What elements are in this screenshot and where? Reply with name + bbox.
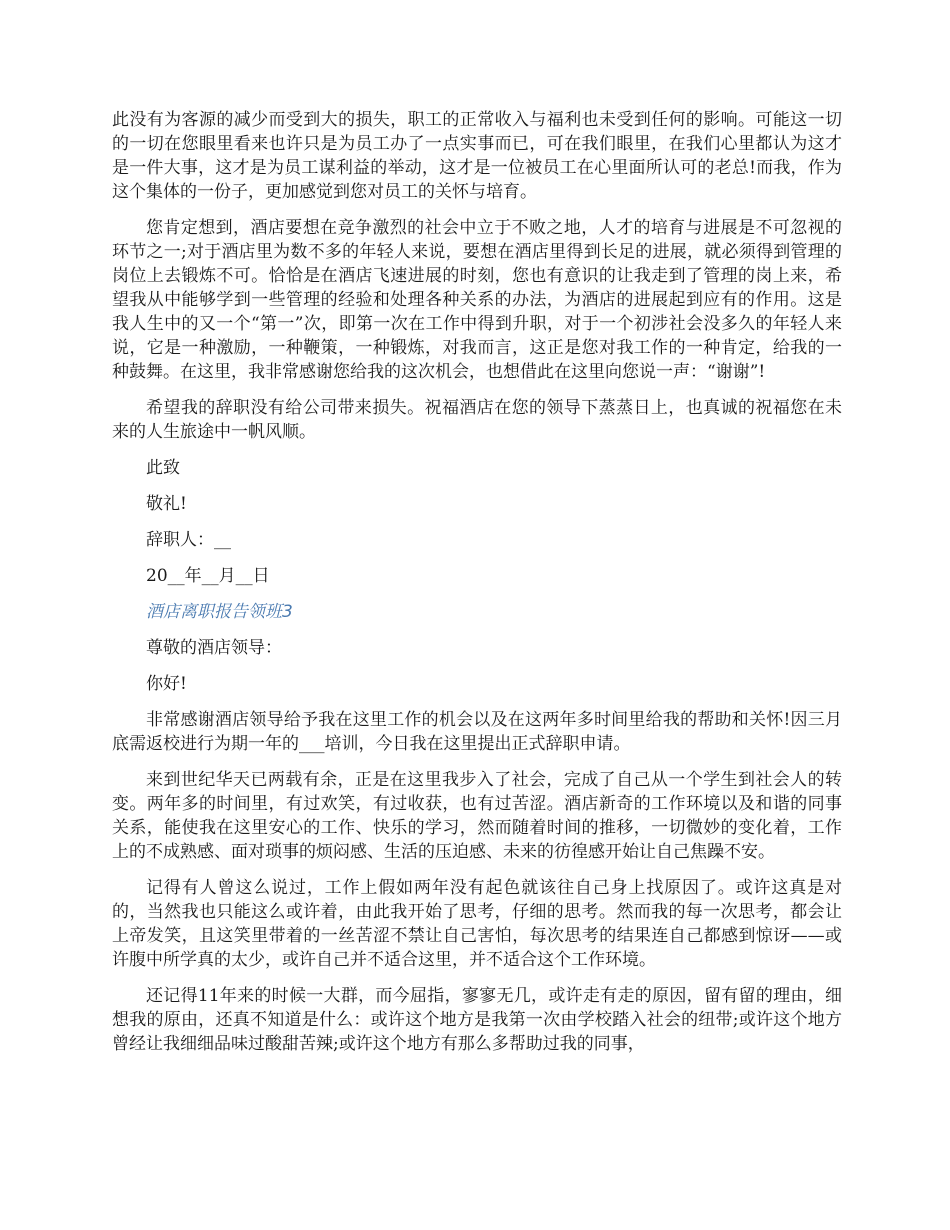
signer-line: 辞职人：__ [146,530,231,550]
body-paragraph: 您肯定想到，酒店要想在竞争激烈的社会中立于不败之地，人才的培育与进展是不可忽视的环节之一;对于酒店里为数不多的年轻人来说，要想在酒店里得到长足的进展，就必须得到管理的岗位上去锻炼不可。恰恰是在酒店飞速进展的时刻，您也有意识的让我走到了管理的岗上来，希望我从中能够学到一些管理的经验和处理各种关系的办法，为酒店的进展起到应有的作用。这是我人生中的又一个“第一”次，即第一次在工作中得到升职，对于一个初涉社会没多久的年轻人来说，它是一种激励，一种鞭策，一种锻炼，对我而言，这正是您对我工作的一种肯定，给我的一种鼓舞。在这里，我非常感谢您给我的这次机会，也想借此在这里向您说一声：“谢谢”! [112,218,842,382]
salutation: 尊敬的酒店领导： [146,638,282,658]
body-paragraph: 来到世纪华天已两载有余，正是在这里我步入了社会，完成了自己从一个学生到社会人的转变。两年多的时间里，有过欢笑，有过收获，也有过苦涩。酒店新奇的工作环境以及和谐的同事关系，能使我在这里安心的工作、快乐的学习，然而随着时间的推移，一切微妙的变化着，工作上的不成熟感、面对琐事的烦闷感、生活的压迫感、未来的彷徨感开始让自己焦躁不安。 [112,770,842,862]
body-paragraph: 非常感谢酒店领导给予我在这里工作的机会以及在这两年多时间里给我的帮助和关怀!因三月底需返校进行为期一年的___培训，今日我在这里提出正式辞职申请。 [112,710,842,754]
body-paragraph: 还记得11年来的时候一大群，而今屈指，寥寥无几，或许走有走的原因，留有留的理由，细想我的原由，还真不知道是什么：或许这个地方是我第一次由学校踏入社会的纽带;或许这个地方曾经让我细细品味过酸甜苦辣;或许这个地方有那么多帮助过我的同事， [112,986,842,1054]
body-paragraph: 此没有为客源的减少而受到大的损失，职工的正常收入与福利也未受到任何的影响。可能这一切的一切在您眼里看来也许只是为员工办了一点实事而已，可在我们眼里，在我们心里都认为这才是一件大事，这才是为员工谋利益的举动，这才是一位被员工在心里面所认可的老总!而我，作为这个集体的一份子，更加感觉到您对员工的关怀与培育。 [112,110,842,202]
section-heading: 酒店离职报告领班3 [146,602,293,622]
greeting: 你好! [146,674,187,694]
body-paragraph: 记得有人曾这么说过，工作上假如两年没有起色就该往自己身上找原因了。或许这真是对的，当然我也只能这么或许着，由此我开始了思考，仔细的思考。然而我的每一次思考，都会让上帝发笑，且这笑里带着的一丝苦涩不禁让自己害怕，每次思考的结果连自己都感到惊讶——或许腹中所学真的太少，或许自己并不适合这里，并不适合这个工作环境。 [112,878,842,970]
date-line: 20__年__月__日 [146,566,270,586]
document-page [112,108,842,1068]
closing-salute: 敬礼! [146,494,187,514]
closing-line: 此致 [146,458,180,478]
body-paragraph: 希望我的辞职没有给公司带来损失。祝福酒店在您的领导下蒸蒸日上，也真诚的祝福您在未来的人生旅途中一帆风顺。 [112,398,842,442]
